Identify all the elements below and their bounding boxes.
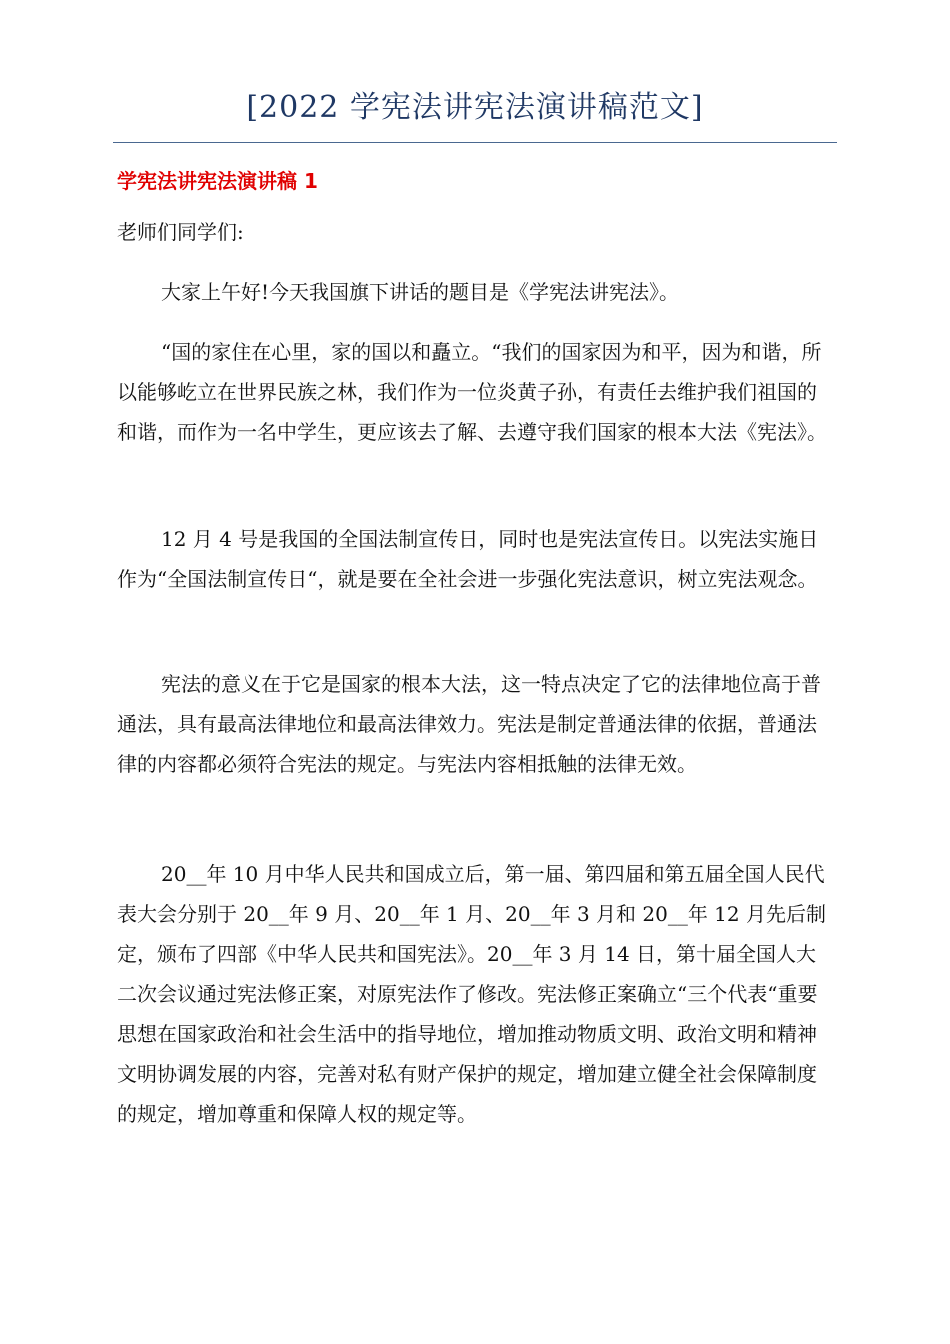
paragraph-1: 大家上午好!今天我国旗下讲话的题目是《学宪法讲宪法》。 — [161, 280, 680, 304]
paragraph-5: 20__年 10 月中华人民共和国成立后，第一届、第四届和第五届全国人民代表大会分别于 20__年 9 月、20__年 1 月、20__年 3 月和 20__年 12 月先后制定，颁布了四部《中华人民共和国宪法》。20__年 3 月 14 日，第十届全国人大二次会议通过宪法修正案，对原宪法作了修改。宪法修正案确立“三个代表“重要思想在国家政治和社会生活中的指导地位，增加推动物质文明、政治文明和精神文明协调发展的内容，完善对私有财产保护的规定，增加建立健全社会保障制度的规定，增加尊重和保障人权的规定等。 — [117, 862, 826, 1126]
salutation: 老师们同学们: — [117, 220, 244, 244]
paragraph-4: 宪法的意义在于它是国家的根本大法，这一特点决定了它的法律地位高于普通法，具有最高法律地位和最高法律效力。宪法是制定普通法律的依据，普通法律的内容都必须符合宪法的规定。与宪法内容相抵触的法律无效。 — [117, 672, 821, 776]
title-divider — [113, 142, 837, 143]
section-heading: 学宪法讲宪法演讲稿 1 — [117, 169, 318, 193]
document-title: [2022 学宪法讲宪法演讲稿范文] — [246, 90, 704, 125]
paragraph-3: 12 月 4 号是我国的全国法制宣传日，同时也是宪法宣传日。以宪法实施日作为“全国法制宣传日“，就是要在全社会进一步强化宪法意识，树立宪法观念。 — [117, 527, 819, 591]
paragraph-2: “国的家住在心里，家的国以和矗立。“我们的国家因为和平，因为和谐，所以能够屹立在世界民族之林，我们作为一位炎黄子孙，有责任去维护我们祖国的和谐，而作为一名中学生，更应该去了解、去遵守我们国家的根本大法《宪法》。 — [117, 340, 827, 444]
